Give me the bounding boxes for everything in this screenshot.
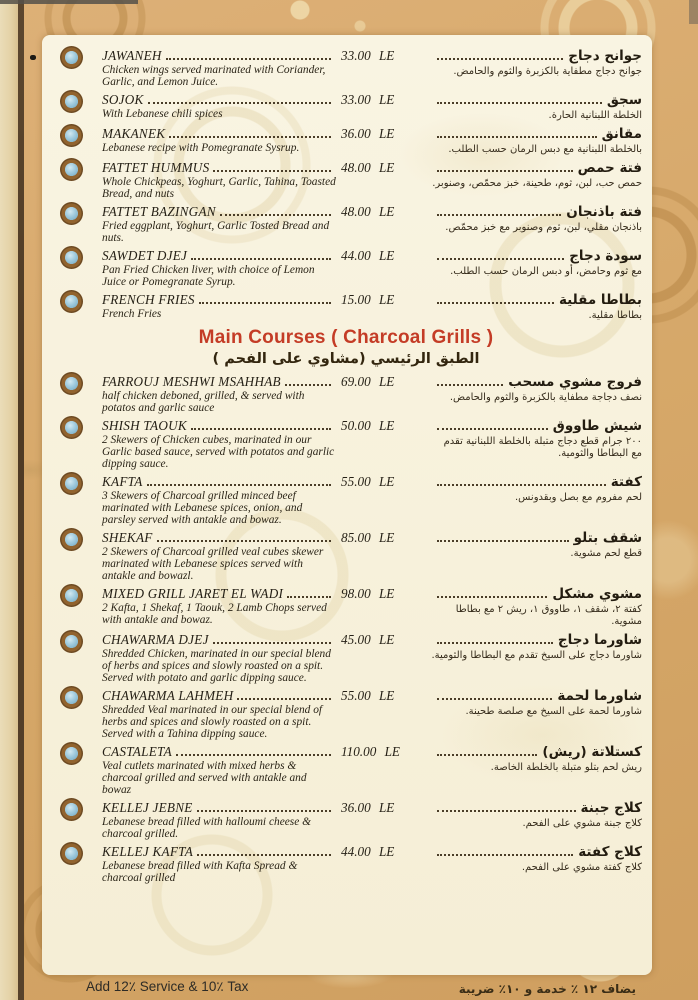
menu-item-row <box>48 160 644 200</box>
item-description-arabic: الخلطة اللبنانية الحارة. <box>548 110 642 121</box>
item-name-arabic: سودة دجاج <box>569 248 642 264</box>
item-name-english: JAWANEH <box>102 48 162 63</box>
item-description-arabic: شاورما لحمة على السيخ مع صلصة طحينة. <box>465 706 642 717</box>
item-name-arabic: كستلاتة (ريش) <box>542 744 642 760</box>
item-name-arabic: سجق <box>606 92 642 108</box>
item-name-arabic: كلاج جبنة <box>580 800 642 816</box>
menu-item-row <box>48 418 644 470</box>
dotted-leader <box>213 170 331 172</box>
dotted-leader-arabic <box>437 136 597 138</box>
item-name-english: FATTET HUMMUS <box>102 160 210 175</box>
section-title-english: Main Courses ( Charcoal Grills ) <box>198 327 494 348</box>
item-price: 55.00 LE <box>341 688 395 703</box>
page-spine-strip <box>18 0 24 1000</box>
menu-item-row <box>48 92 644 122</box>
item-description-arabic: بطاطا مقلية. <box>588 310 642 321</box>
medallion-bullet-icon <box>65 95 78 108</box>
item-description-arabic: بالخلطة اللبنانية مع دبس الرمان حسب الطلب. <box>448 144 642 155</box>
dotted-leader-arabic <box>437 810 576 812</box>
medallion-bullet-icon <box>65 691 78 704</box>
dotted-leader <box>220 214 331 216</box>
medallion-bullet-icon <box>65 207 78 220</box>
item-name-arabic: بطاطا مقلية <box>558 292 642 308</box>
item-english-column <box>102 160 337 200</box>
dotted-leader-arabic <box>437 170 573 172</box>
item-english-column <box>102 632 337 684</box>
dotted-leader <box>197 810 331 812</box>
item-price: 69.00 LE <box>341 374 395 389</box>
dotted-leader <box>191 258 331 260</box>
item-arabic-column <box>431 374 644 414</box>
dotted-leader-arabic <box>437 214 561 216</box>
item-name-english: KELLEJ KAFTA <box>102 844 194 859</box>
menu-item-row <box>48 126 644 156</box>
item-name-english: KAFTA <box>102 474 143 489</box>
item-description-english: Lebanese bread filled with Kafta Spread & charcoal grilled <box>102 860 298 884</box>
item-name-english: CHAWARMA LAHMEH <box>102 688 234 703</box>
dotted-leader <box>191 428 331 430</box>
dotted-leader-arabic <box>437 258 564 260</box>
item-price: 44.00 LE <box>341 248 395 263</box>
medallion-bullet-icon <box>65 163 78 176</box>
item-arabic-column <box>431 474 644 526</box>
menu-items-main-section <box>48 374 644 884</box>
item-description-arabic: باذنجان مقلي، لبن، ثوم وصنوبر مع خبز محمّص. <box>445 222 642 233</box>
item-price: 33.00 LE <box>341 48 395 63</box>
medallion-bullet-icon <box>65 477 78 490</box>
scan-artifact-top <box>0 0 138 4</box>
dotted-leader-arabic <box>437 302 554 304</box>
dotted-leader <box>157 540 331 542</box>
item-price: 48.00 LE <box>341 160 395 175</box>
menu-item-row <box>48 530 644 582</box>
item-name-english: CHAWARMA DJEJ <box>102 632 209 647</box>
item-english-column <box>102 418 337 470</box>
item-english-column <box>102 48 337 88</box>
item-english-column <box>102 530 337 582</box>
dotted-leader-arabic <box>437 642 553 644</box>
medallion-bullet-icon <box>65 51 78 64</box>
item-price: 98.00 LE <box>341 586 395 601</box>
item-description-arabic: قطع لحم مشوية. <box>570 548 642 559</box>
item-description-english: 2 Skewers of Chicken cubes, marinated in our Garlic based sauce, served with potatos and garlic dipping sauce. <box>102 434 335 470</box>
item-arabic-column <box>431 126 644 156</box>
item-description-english: Lebanese bread filled with halloumi cheese & charcoal grilled. <box>102 816 312 840</box>
item-name-arabic: فتة باذنجان <box>566 204 642 220</box>
dotted-leader-arabic <box>437 428 548 430</box>
item-arabic-column <box>431 844 644 884</box>
dotted-leader-arabic <box>437 384 503 386</box>
medallion-bullet-icon <box>65 635 78 648</box>
menu-item-row <box>48 374 644 414</box>
item-arabic-column <box>431 586 644 628</box>
medallion-bullet-icon <box>65 421 78 434</box>
item-price: 33.00 LE <box>341 92 395 107</box>
item-arabic-column <box>431 688 644 740</box>
item-english-column <box>102 292 337 322</box>
menu-item-row <box>48 248 644 288</box>
menu-items-top-section <box>48 48 644 322</box>
item-price: 36.00 LE <box>341 126 395 141</box>
item-name-arabic: مشوي مشكل <box>552 586 642 602</box>
item-name-arabic: فروج مشوي مسحب <box>508 374 642 390</box>
item-english-column <box>102 844 337 884</box>
menu-content-panel <box>42 35 652 975</box>
item-name-english: SOJOK <box>102 92 144 107</box>
item-price: 48.00 LE <box>341 204 395 219</box>
dotted-leader-arabic <box>437 854 573 856</box>
dotted-leader-arabic <box>437 698 552 700</box>
item-price: 15.00 LE <box>341 292 395 307</box>
item-description-english: half chicken deboned, grilled, & served with potatos and garlic sauce <box>102 390 305 414</box>
scan-edge-left <box>0 0 18 1000</box>
item-price: 44.00 LE <box>341 844 395 859</box>
item-name-arabic: فتة حمص <box>577 160 642 176</box>
item-description-english: 2 Kafta, 1 Shekaf, 1 Taouk, 2 Lamb Chops served with antakle and bowaz. <box>102 602 327 626</box>
dotted-leader <box>287 596 331 598</box>
item-description-arabic: حمص حب، لبن، ثوم، طحينة، خبز محمّص، وصنوبر. <box>432 178 642 189</box>
medallion-bullet-icon <box>65 589 78 602</box>
dotted-leader-arabic <box>437 540 569 542</box>
item-name-english: SAWDET DJEJ <box>102 248 188 263</box>
item-arabic-column <box>431 744 644 796</box>
medallion-bullet-icon <box>65 847 78 860</box>
menu-item-row <box>48 586 644 628</box>
item-name-english: SHISH TAOUK <box>102 418 187 433</box>
item-description-arabic: ريش لحم بتلو متبلة بالخلطة الخاصة. <box>490 762 642 773</box>
dotted-leader-arabic <box>437 102 602 104</box>
item-description-english: 2 Skewers of Charcoal grilled veal cubes skewer marinated with Lebanese spices served with antakle and bowazl. <box>102 546 324 582</box>
medallion-bullet-icon <box>65 533 78 546</box>
dotted-leader-arabic <box>437 58 563 60</box>
section-title-arabic: الطبق الرئيسي (مشاوي على الفحم ) <box>212 351 480 367</box>
item-description-arabic: شاورما دجاج على السيخ تقدم مع البطاطا والثومية. <box>431 650 642 661</box>
item-name-english: FARROUJ MESHWI MSAHHAB <box>102 374 281 389</box>
menu-item-row <box>48 204 644 244</box>
item-price: 45.00 LE <box>341 632 395 647</box>
item-arabic-column <box>431 248 644 288</box>
item-description-english: With Lebanese chili spices <box>102 108 223 120</box>
item-arabic-column <box>431 160 644 200</box>
menu-item-row <box>48 744 644 796</box>
service-tax-note-arabic: يضاف ١٢ ٪ خدمة و ١٠٪ ضريبة <box>458 982 636 996</box>
item-description-english: French Fries <box>102 308 162 320</box>
item-price: 55.00 LE <box>341 474 395 489</box>
menu-item-row <box>48 632 644 684</box>
item-description-arabic: جوانح دجاج مطفاية بالكزبرة والثوم والحامض. <box>453 66 642 77</box>
item-name-arabic: جوانح دجاج <box>568 48 642 64</box>
dotted-leader <box>197 854 331 856</box>
dotted-leader <box>199 302 331 304</box>
item-name-arabic: كفتة <box>610 474 642 490</box>
menu-item-row <box>48 292 644 322</box>
medallion-bullet-icon <box>65 747 78 760</box>
medallion-bullet-icon <box>65 129 78 142</box>
dotted-leader <box>166 58 331 60</box>
item-price: 110.00 LE <box>341 744 400 759</box>
medallion-bullet-icon <box>65 803 78 816</box>
item-description-arabic: كلاج جبنة مشوي على الفحم. <box>522 818 642 829</box>
item-description-arabic: لحم مفروم مع بصل وبقدونس. <box>515 492 642 503</box>
item-name-english: CASTALETA <box>102 744 172 759</box>
item-name-english: FRENCH FRIES <box>102 292 195 307</box>
item-name-english: KELLEJ JEBNE <box>102 800 193 815</box>
item-arabic-column <box>431 292 644 322</box>
item-description-arabic: نصف دجاجة مطفاية بالكزبرة والثوم والحامض. <box>449 392 642 403</box>
item-name-arabic: كلاج كفتة <box>578 844 642 860</box>
item-arabic-column <box>431 632 644 684</box>
item-name-arabic: مقانق <box>601 126 642 142</box>
medallion-bullet-icon <box>65 251 78 264</box>
item-description-english: Whole Chickpeas, Yoghurt, Garlic, Tahina, Toasted Bread, and nuts <box>102 176 336 200</box>
item-english-column <box>102 688 337 740</box>
item-english-column <box>102 474 337 526</box>
item-arabic-column <box>431 418 644 470</box>
dotted-leader-arabic <box>437 596 547 598</box>
item-arabic-column <box>431 530 644 582</box>
menu-item-row <box>48 800 644 840</box>
dotted-leader <box>213 642 331 644</box>
item-name-english: SHEKAF <box>102 530 153 545</box>
item-arabic-column <box>431 800 644 840</box>
item-description-arabic: كلاج كفتة مشوي على الفحم. <box>521 862 642 873</box>
item-name-arabic: شاورما لحمة <box>557 688 642 704</box>
item-description-english: Pan Fried Chicken liver, with choice of Lemon Juice or Pomegranate Syrup. <box>102 264 315 288</box>
dotted-leader <box>237 698 331 700</box>
item-name-english: MIXED GRILL JARET EL WADI <box>102 586 284 601</box>
item-name-arabic: شاورما دجاج <box>557 632 642 648</box>
scan-artifact-top-right <box>689 0 698 24</box>
dotted-leader <box>147 484 331 486</box>
medallion-bullet-icon <box>65 377 78 390</box>
dotted-leader <box>148 102 331 104</box>
service-tax-note-english: Add 12٪ Service & 10٪ Tax <box>86 979 249 994</box>
item-english-column <box>102 374 337 414</box>
item-description-english: 3 Skewers of Charcoal grilled minced beef marinated with Lebanese spices, onion, and parsley served with antakle and bowaz. <box>102 490 303 526</box>
item-price: 85.00 LE <box>341 530 395 545</box>
item-description-english: Shredded Chicken, marinated in our special blend of herbs and spices and slowly roasted on a spit. Served with potato and garlic dipping sauce. <box>102 648 331 684</box>
item-arabic-column <box>431 48 644 88</box>
scan-speck <box>30 55 36 60</box>
section-header <box>48 327 644 367</box>
medallion-bullet-icon <box>65 295 78 308</box>
item-name-english: MAKANEK <box>102 126 166 141</box>
dotted-leader <box>169 136 331 138</box>
item-english-column <box>102 248 337 288</box>
item-name-arabic: شيش طاووق <box>552 418 642 434</box>
menu-item-row <box>48 48 644 88</box>
item-description-arabic: كفتة ٢، شقف ١، طاووق ١، ريش ٢ مع بطاطا مشوية. <box>455 604 642 627</box>
dotted-leader-arabic <box>437 754 537 756</box>
item-description-english: Veal cutlets marinated with mixed herbs & charcoal grilled and served with antakle and bowaz <box>102 760 307 796</box>
item-english-column <box>102 126 337 156</box>
dotted-leader <box>176 754 331 756</box>
item-description-english: Fried eggplant, Yoghurt, Garlic Tosted Bread and nuts. <box>102 220 330 244</box>
item-english-column <box>102 744 337 796</box>
item-english-column <box>102 92 337 122</box>
item-price: 36.00 LE <box>341 800 395 815</box>
item-english-column <box>102 800 337 840</box>
menu-item-row <box>48 474 644 526</box>
item-name-english: FATTET BAZINGAN <box>102 204 216 219</box>
item-description-english: Chicken wings served marinated with Coriander, Garlic, and Lemon Juice. <box>102 64 326 88</box>
item-name-arabic: شقف بتلو <box>573 530 642 546</box>
item-description-arabic: مع ثوم وحامض، أو دبس الرمان حسب الطلب. <box>450 266 642 277</box>
item-english-column <box>102 204 337 244</box>
item-english-column <box>102 586 337 628</box>
menu-item-row <box>48 844 644 884</box>
item-description-english: Shredded Veal marinated in our special blend of herbs and spices and slowly roasted on a spit. Served with a Tahina dipping sauce. <box>102 704 323 740</box>
item-description-english: Lebanese recipe with Pomegranate Sysrup. <box>102 142 300 154</box>
item-arabic-column <box>431 92 644 122</box>
item-description-arabic: ٢٠٠ جرام قطع دجاج متبلة بالخلطة اللبنانية تقدم مع البطاطا والثومية. <box>443 436 642 459</box>
dotted-leader <box>285 384 331 386</box>
menu-item-row <box>48 688 644 740</box>
dotted-leader-arabic <box>437 484 606 486</box>
item-price: 50.00 LE <box>341 418 395 433</box>
item-arabic-column <box>431 204 644 244</box>
